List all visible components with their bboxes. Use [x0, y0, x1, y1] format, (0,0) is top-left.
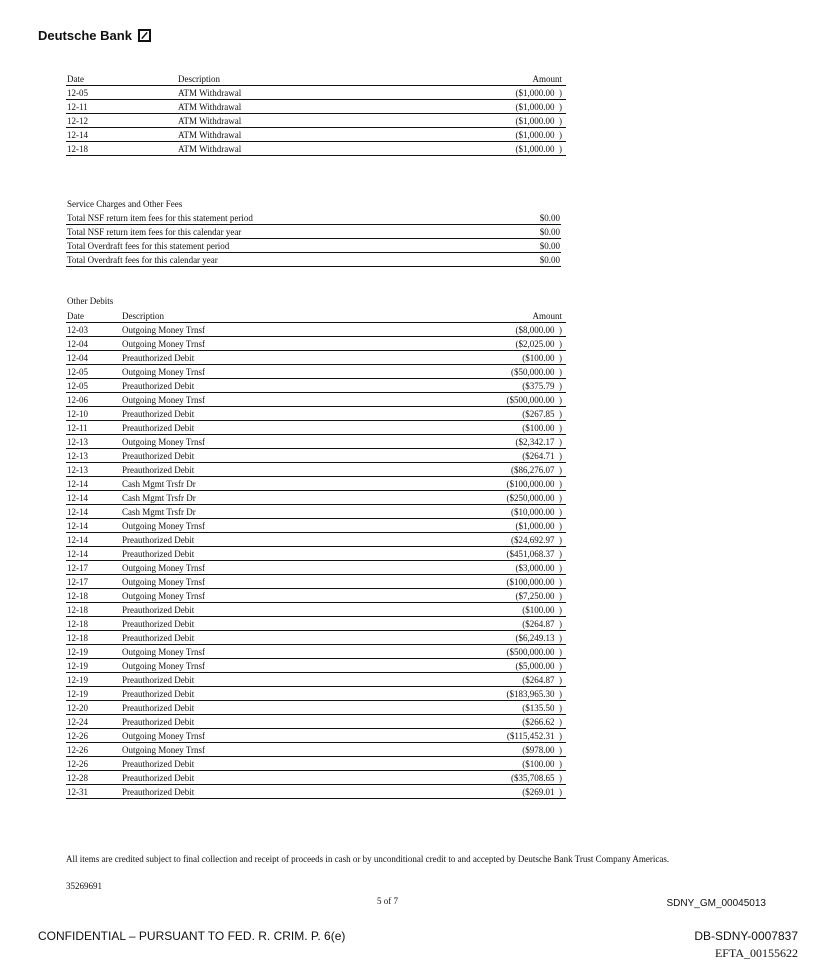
- close-paren: ): [554, 675, 562, 685]
- row-amount: ($100.00 ): [422, 421, 566, 435]
- row-date: 12-11: [66, 421, 121, 435]
- row-amount: ($35,708.65 ): [422, 771, 566, 785]
- table-row: [66, 645, 566, 659]
- table-row: [66, 519, 566, 533]
- column-header-description: Description: [121, 309, 422, 323]
- table-row: [66, 491, 566, 505]
- table-row: [66, 589, 566, 603]
- row-description: Outgoing Money Trnsf: [121, 561, 422, 575]
- row-amount: ($264.71 ): [422, 449, 566, 463]
- row-description: Outgoing Money Trnsf: [121, 393, 422, 407]
- close-paren: ): [554, 577, 562, 587]
- fee-label: Total NSF return item fees for this calendar year: [66, 225, 508, 239]
- row-amount: ($1,000.00 ): [422, 519, 566, 533]
- row-description: Outgoing Money Trnsf: [121, 729, 422, 743]
- table-row: [66, 128, 566, 142]
- row-description: ATM Withdrawal: [177, 86, 438, 100]
- row-amount: ($5,000.00 ): [422, 659, 566, 673]
- row-description: Preauthorized Debit: [121, 715, 422, 729]
- table-row: [66, 701, 566, 715]
- row-description: Outgoing Money Trnsf: [121, 519, 422, 533]
- row-description: Preauthorized Debit: [121, 687, 422, 701]
- row-description: Preauthorized Debit: [121, 771, 422, 785]
- row-date: 12-28: [66, 771, 121, 785]
- bates-number: DB-SDNY-0007837: [694, 929, 798, 943]
- row-date: 12-13: [66, 435, 121, 449]
- row-amount: ($1,000.00 ): [438, 114, 566, 128]
- row-amount: ($183,965.30 ): [422, 687, 566, 701]
- table-row: [66, 407, 566, 421]
- row-amount: ($86,276.07 ): [422, 463, 566, 477]
- row-date: 12-04: [66, 351, 121, 365]
- row-amount: ($2,025.00 ): [422, 337, 566, 351]
- row-date: 12-24: [66, 715, 121, 729]
- table-row: [66, 617, 566, 631]
- account-number: 35269691: [66, 881, 102, 891]
- row-date: 12-14: [66, 491, 121, 505]
- close-paren: ): [554, 423, 562, 433]
- row-date: 12-26: [66, 729, 121, 743]
- table-row: [66, 100, 566, 114]
- close-paren: ): [554, 451, 562, 461]
- row-amount: ($500,000.00 ): [422, 645, 566, 659]
- close-paren: ): [554, 395, 562, 405]
- row-amount: ($451,068.37 ): [422, 547, 566, 561]
- row-amount: ($8,000.00 ): [422, 323, 566, 337]
- table-row: [66, 785, 566, 799]
- row-description: Outgoing Money Trnsf: [121, 575, 422, 589]
- row-amount: ($10,000.00 ): [422, 505, 566, 519]
- close-paren: ): [554, 102, 562, 112]
- close-paren: ): [554, 549, 562, 559]
- close-paren: ): [554, 563, 562, 573]
- row-date: 12-18: [66, 142, 177, 156]
- close-paren: ): [554, 409, 562, 419]
- row-date: 12-14: [66, 533, 121, 547]
- row-date: 12-20: [66, 701, 121, 715]
- row-description: Outgoing Money Trnsf: [121, 589, 422, 603]
- row-description: Preauthorized Debit: [121, 617, 422, 631]
- row-date: 12-13: [66, 463, 121, 477]
- column-header-date: Date: [66, 72, 177, 86]
- row-date: 12-26: [66, 757, 121, 771]
- table-row: [66, 743, 566, 757]
- close-paren: ): [554, 703, 562, 713]
- row-amount: ($100.00 ): [422, 603, 566, 617]
- close-paren: ): [554, 353, 562, 363]
- table-row: [66, 449, 566, 463]
- row-description: Preauthorized Debit: [121, 407, 422, 421]
- row-amount: ($100,000.00 ): [422, 575, 566, 589]
- close-paren: ): [554, 619, 562, 629]
- withdrawals-body: [66, 86, 566, 156]
- row-amount: ($2,342.17 ): [422, 435, 566, 449]
- close-paren: ): [554, 745, 562, 755]
- row-date: 12-10: [66, 407, 121, 421]
- close-paren: ): [554, 325, 562, 335]
- row-description: Preauthorized Debit: [121, 351, 422, 365]
- efta-number: EFTA_00155622: [714, 946, 798, 960]
- row-date: 12-17: [66, 575, 121, 589]
- row-description: Outgoing Money Trnsf: [121, 337, 422, 351]
- confidential-notice: CONFIDENTIAL – PURSUANT TO FED. R. CRIM. P. 6(e): [38, 929, 346, 943]
- table-row: [66, 393, 566, 407]
- fee-label: Total NSF return item fees for this statement period: [66, 211, 508, 225]
- table-row: [66, 421, 566, 435]
- row-amount: ($7,250.00 ): [422, 589, 566, 603]
- close-paren: ): [554, 507, 562, 517]
- row-amount: ($264.87 ): [422, 673, 566, 687]
- row-description: Preauthorized Debit: [121, 547, 422, 561]
- row-amount: ($1,000.00 ): [438, 128, 566, 142]
- row-date: 12-19: [66, 659, 121, 673]
- table-row: [66, 379, 566, 393]
- close-paren: ): [554, 130, 562, 140]
- fees-table: [66, 211, 561, 267]
- row-date: 12-18: [66, 589, 121, 603]
- bank-name: Deutsche Bank: [38, 28, 132, 43]
- row-amount: ($978.00 ): [422, 743, 566, 757]
- close-paren: ): [554, 116, 562, 126]
- row-date: 12-17: [66, 561, 121, 575]
- document-id: SDNY_GM_00045013: [666, 898, 766, 909]
- fee-amount: $0.00: [508, 225, 561, 239]
- row-amount: ($266.62 ): [422, 715, 566, 729]
- row-date: 12-14: [66, 505, 121, 519]
- close-paren: ): [554, 367, 562, 377]
- row-description: Outgoing Money Trnsf: [121, 645, 422, 659]
- row-description: Preauthorized Debit: [121, 757, 422, 771]
- table-row: [66, 715, 566, 729]
- row-description: Preauthorized Debit: [121, 785, 422, 799]
- row-date: 12-19: [66, 673, 121, 687]
- row-date: 12-18: [66, 603, 121, 617]
- row-description: Preauthorized Debit: [121, 603, 422, 617]
- row-amount: ($1,000.00 ): [438, 100, 566, 114]
- table-row: [66, 505, 566, 519]
- table-row: [66, 673, 566, 687]
- row-amount: ($100.00 ): [422, 351, 566, 365]
- other-debits-body: [66, 323, 566, 799]
- close-paren: ): [554, 661, 562, 671]
- row-amount: ($100,000.00 ): [422, 477, 566, 491]
- row-date: 12-05: [66, 86, 177, 100]
- close-paren: ): [554, 689, 562, 699]
- table-row: [66, 142, 566, 156]
- fee-label: Total Overdraft fees for this calendar year: [66, 253, 508, 267]
- row-description: Preauthorized Debit: [121, 701, 422, 715]
- row-date: 12-19: [66, 687, 121, 701]
- table-row: [66, 533, 566, 547]
- row-date: 12-14: [66, 547, 121, 561]
- row-description: Cash Mgmt Trsfr Dr: [121, 477, 422, 491]
- table-row: [66, 463, 566, 477]
- table-row: [66, 477, 566, 491]
- close-paren: ): [554, 787, 562, 797]
- row-description: Preauthorized Debit: [121, 533, 422, 547]
- table-row: [66, 435, 566, 449]
- table-row: [66, 631, 566, 645]
- table-row: [66, 253, 561, 267]
- row-description: Outgoing Money Trnsf: [121, 435, 422, 449]
- close-paren: ): [554, 717, 562, 727]
- close-paren: ): [554, 381, 562, 391]
- close-paren: ): [554, 88, 562, 98]
- table-header-row: [66, 72, 566, 86]
- row-amount: ($264.87 ): [422, 617, 566, 631]
- row-date: 12-19: [66, 645, 121, 659]
- close-paren: ): [554, 535, 562, 545]
- column-header-amount: Amount: [422, 309, 566, 323]
- row-amount: ($1,000.00 ): [438, 86, 566, 100]
- bank-logo: [38, 28, 151, 43]
- close-paren: ): [554, 759, 562, 769]
- row-description: Cash Mgmt Trsfr Dr: [121, 491, 422, 505]
- close-paren: ): [554, 633, 562, 643]
- row-date: 12-14: [66, 128, 177, 142]
- row-date: 12-12: [66, 114, 177, 128]
- row-description: Outgoing Money Trnsf: [121, 365, 422, 379]
- column-header-date: Date: [66, 309, 121, 323]
- column-header-amount: Amount: [438, 72, 566, 86]
- table-row: [66, 225, 561, 239]
- row-amount: ($115,452.31 ): [422, 729, 566, 743]
- row-date: 12-18: [66, 631, 121, 645]
- row-amount: ($135.50 ): [422, 701, 566, 715]
- close-paren: ): [554, 731, 562, 741]
- row-date: 12-11: [66, 100, 177, 114]
- row-amount: ($1,000.00 ): [438, 142, 566, 156]
- row-description: Preauthorized Debit: [121, 673, 422, 687]
- row-description: ATM Withdrawal: [177, 114, 438, 128]
- close-paren: ): [554, 773, 562, 783]
- close-paren: ): [554, 465, 562, 475]
- footnote: All items are credited subject to final collection and receipt of proceeds in cash or by unconditional credit to and accepted by Deutsche Bank Trust Company Americas.: [66, 854, 670, 864]
- row-description: ATM Withdrawal: [177, 142, 438, 156]
- page-number: 5 of 7: [377, 896, 398, 906]
- row-description: Preauthorized Debit: [121, 421, 422, 435]
- close-paren: ): [554, 493, 562, 503]
- table-header-row: [66, 309, 566, 323]
- row-date: 12-05: [66, 365, 121, 379]
- row-description: Outgoing Money Trnsf: [121, 323, 422, 337]
- row-amount: ($267.85 ): [422, 407, 566, 421]
- table-row: [66, 729, 566, 743]
- row-date: 12-05: [66, 379, 121, 393]
- row-amount: ($250,000.00 ): [422, 491, 566, 505]
- table-row: [66, 771, 566, 785]
- bank-logo-icon: [138, 29, 151, 42]
- fees-section-title: Service Charges and Other Fees: [67, 199, 183, 209]
- row-date: 12-26: [66, 743, 121, 757]
- fee-amount: $0.00: [508, 253, 561, 267]
- fee-amount: $0.00: [508, 211, 561, 225]
- fees-body: [66, 211, 561, 267]
- row-date: 12-14: [66, 519, 121, 533]
- row-amount: ($269.01 ): [422, 785, 566, 799]
- row-amount: ($6,249.13 ): [422, 631, 566, 645]
- fee-label: Total Overdraft fees for this statement period: [66, 239, 508, 253]
- row-description: Preauthorized Debit: [121, 631, 422, 645]
- withdrawals-table: [66, 72, 566, 156]
- table-row: [66, 86, 566, 100]
- row-date: 12-06: [66, 393, 121, 407]
- table-row: [66, 575, 566, 589]
- other-debits-table: [66, 309, 566, 799]
- table-row: [66, 211, 561, 225]
- close-paren: ): [554, 144, 562, 154]
- column-header-description: Description: [177, 72, 438, 86]
- table-row: [66, 114, 566, 128]
- row-date: 12-14: [66, 477, 121, 491]
- row-date: 12-03: [66, 323, 121, 337]
- close-paren: ): [554, 647, 562, 657]
- table-row: [66, 547, 566, 561]
- table-row: [66, 603, 566, 617]
- row-date: 12-18: [66, 617, 121, 631]
- row-amount: ($375.79 ): [422, 379, 566, 393]
- row-amount: ($24,692.97 ): [422, 533, 566, 547]
- row-description: Preauthorized Debit: [121, 379, 422, 393]
- row-description: ATM Withdrawal: [177, 100, 438, 114]
- row-amount: ($500,000.00 ): [422, 393, 566, 407]
- row-date: 12-13: [66, 449, 121, 463]
- other-debits-title: Other Debits: [67, 296, 114, 306]
- row-description: Preauthorized Debit: [121, 463, 422, 477]
- table-row: [66, 323, 566, 337]
- close-paren: ): [554, 437, 562, 447]
- table-row: [66, 757, 566, 771]
- row-amount: ($100.00 ): [422, 757, 566, 771]
- table-row: [66, 239, 561, 253]
- table-row: [66, 351, 566, 365]
- row-date: 12-31: [66, 785, 121, 799]
- row-amount: ($50,000.00 ): [422, 365, 566, 379]
- close-paren: ): [554, 591, 562, 601]
- table-row: [66, 365, 566, 379]
- close-paren: ): [554, 605, 562, 615]
- row-description: Preauthorized Debit: [121, 449, 422, 463]
- close-paren: ): [554, 479, 562, 489]
- row-amount: ($3,000.00 ): [422, 561, 566, 575]
- row-description: ATM Withdrawal: [177, 128, 438, 142]
- row-description: Cash Mgmt Trsfr Dr: [121, 505, 422, 519]
- fee-amount: $0.00: [508, 239, 561, 253]
- row-description: Outgoing Money Trnsf: [121, 743, 422, 757]
- row-date: 12-04: [66, 337, 121, 351]
- row-description: Outgoing Money Trnsf: [121, 659, 422, 673]
- table-row: [66, 337, 566, 351]
- close-paren: ): [554, 339, 562, 349]
- table-row: [66, 687, 566, 701]
- table-row: [66, 659, 566, 673]
- close-paren: ): [554, 521, 562, 531]
- table-row: [66, 561, 566, 575]
